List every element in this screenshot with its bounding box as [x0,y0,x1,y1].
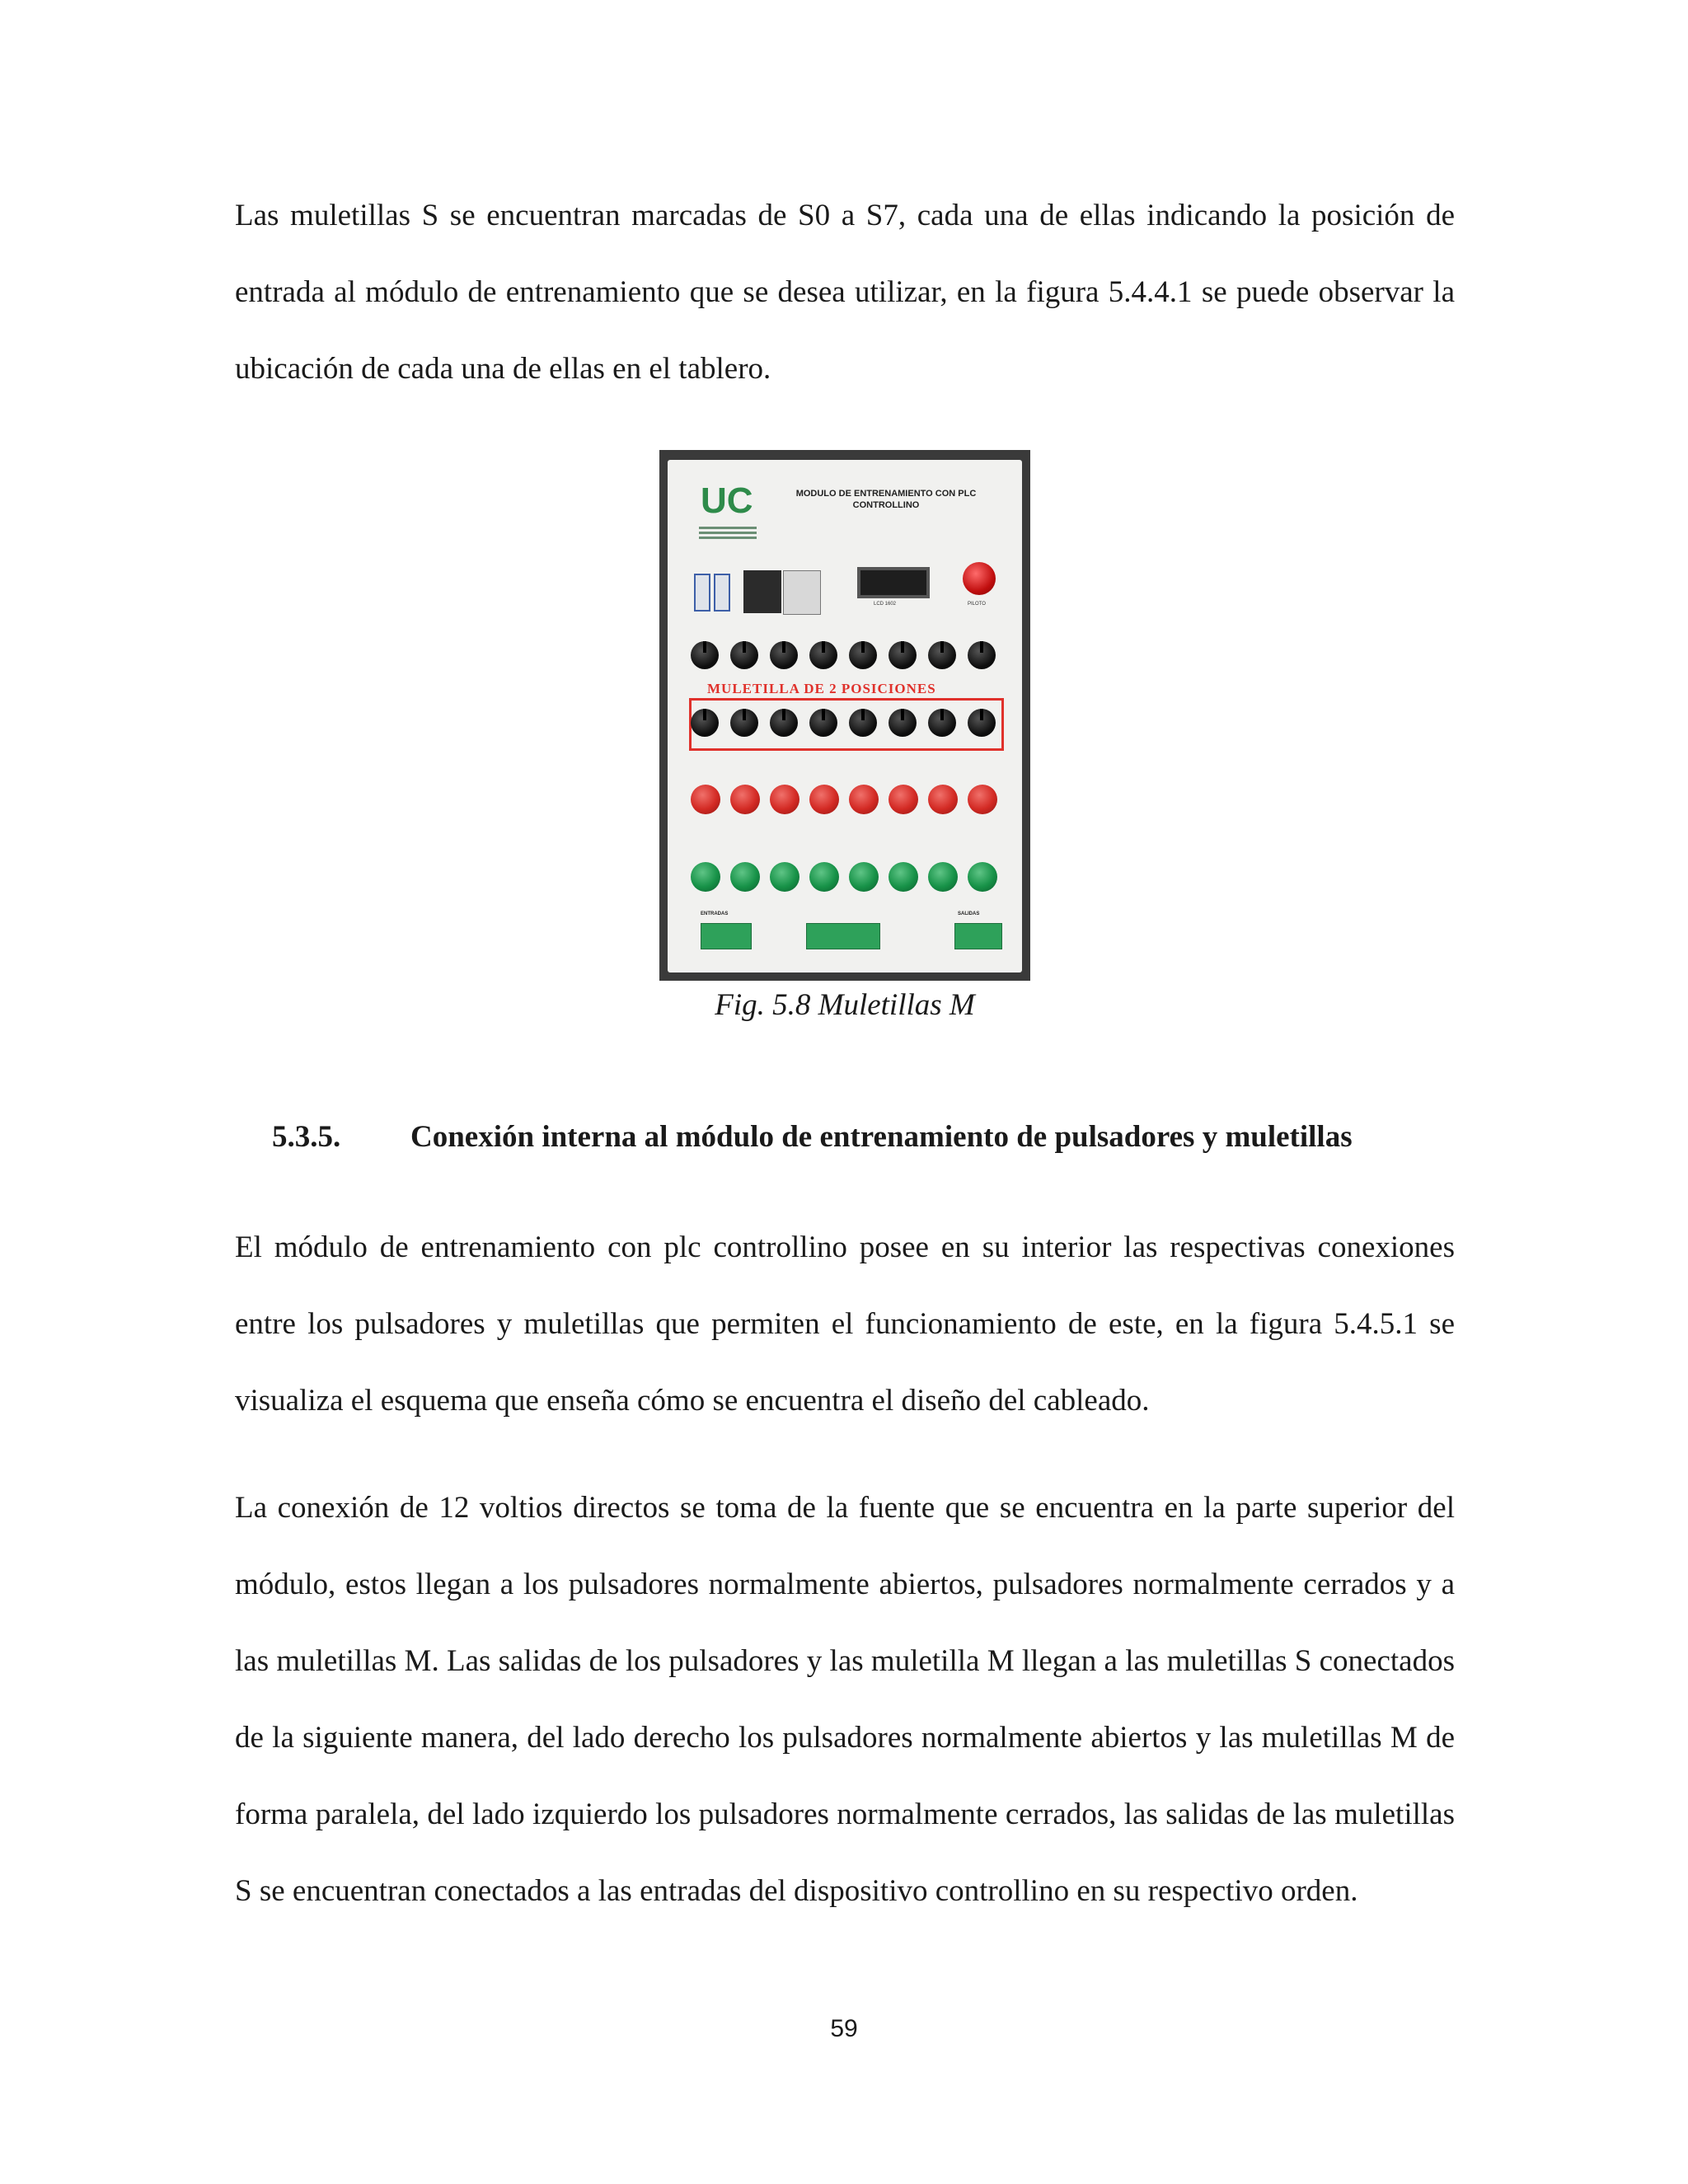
center-terminal-block [806,923,880,949]
section-title: Conexión interna al módulo de entrenamiento de pulsadores y muletillas [410,1120,1353,1154]
green-pushbutton-7 [968,862,997,892]
paragraph-12v-connection: La conexión de 12 voltios directos se toma de la fuente que se encuentra en la parte superior del módulo, estos llegan a los pulsadores normalmente abiertos, pulsadores normalmente cerrados y a las muletillas M. Las salidas de los pulsadores y las muletilla M llegan a las muletillas S conectados de la siguiente manera, del lado derecho los pulsadores normalmente abiertos y las muletillas M de forma paralela, del lado izquierdo los pulsadores normalmente cerrados, las salidas de las muletillas S se encuentran conectados a las entradas del dispositivo controllino en su respectivo orden. [235,1491,1455,1908]
panel-title-line1: MODULO DE ENTRENAMIENTO CON PLC [795,489,977,499]
paragraph-muletillas-s: Las muletillas S se encuentran marcadas de S0 a S7, cada una de ellas indicando la posición de entrada al módulo de entrenamiento que se desea utilizar, en la figura 5.4.4.1 se puede observar la ubicación de cada una de ellas en el tablero. [235,199,1455,386]
selector-knob-s0 [691,641,719,669]
paragraph-internal-connection: El módulo de entrenamiento con plc controllino posee en su interior las respectivas conexiones entre los pulsadores y muletillas que permiten el funcionamiento de este, en la figura 5.4.5.1 se visualiza el esquema que enseña cómo se encuentra el diseño del cableado. [235,1230,1455,1418]
salidas-label: SALIDAS [958,912,980,916]
red-pushbutton-0 [691,785,720,814]
panel-title [783,488,989,511]
section-heading [272,1113,1353,1162]
lcd-display [857,567,930,598]
red-pushbutton-6 [928,785,958,814]
green-pushbutton-2 [770,862,799,892]
red-pushbutton-2 [770,785,799,814]
breaker-1 [694,574,710,612]
selector-knob-m5 [889,709,917,737]
green-pushbutton-6 [928,862,958,892]
green-pushbutton-1 [730,862,760,892]
output-terminal-block [954,923,1002,949]
selector-knob-m0 [691,709,719,737]
red-pushbutton-1 [730,785,760,814]
controllino-plc [783,570,821,615]
selector-knob-s3 [809,641,837,669]
selector-knob-m4 [849,709,877,737]
module-panel [668,460,1022,972]
entradas-label: ENTRADAS [701,912,729,916]
selector-knob-s6 [928,641,956,669]
selector-knob-m1 [730,709,758,737]
selector-knob-s4 [849,641,877,669]
red-pushbutton-5 [889,785,918,814]
selector-knob-s5 [889,641,917,669]
green-pushbutton-4 [849,862,879,892]
green-pushbutton-5 [889,862,918,892]
green-pushbutton-3 [809,862,839,892]
pilot-light [963,562,996,595]
red-pushbutton-3 [809,785,839,814]
figure-caption: Fig. 5.8 Muletillas M [715,988,975,1022]
highlight-label: MULETILLA DE 2 POSICIONES [707,681,936,696]
red-pushbutton-4 [849,785,879,814]
lcd-label: LCD 1602 [874,602,897,607]
page-number: 59 [830,2015,858,2042]
red-pushbutton-7 [968,785,997,814]
figure-training-module-photo [659,450,1030,981]
green-pushbutton-0 [691,862,720,892]
logo-subtitle-lines [699,524,757,546]
selector-knob-s1 [730,641,758,669]
selector-knob-m2 [770,709,798,737]
power-supply [743,570,781,613]
selector-knob-s2 [770,641,798,669]
pilot-label: PILOTO [968,602,986,607]
selector-knob-m3 [809,709,837,737]
selector-knob-m7 [968,709,996,737]
input-terminal-block [701,923,752,949]
selector-knob-s7 [968,641,996,669]
section-number: 5.3.5. [272,1120,341,1154]
breaker-2 [714,574,730,612]
university-logo: UC [701,480,753,521]
panel-title-line2: CONTROLLINO [852,500,920,510]
selector-knob-m6 [928,709,956,737]
